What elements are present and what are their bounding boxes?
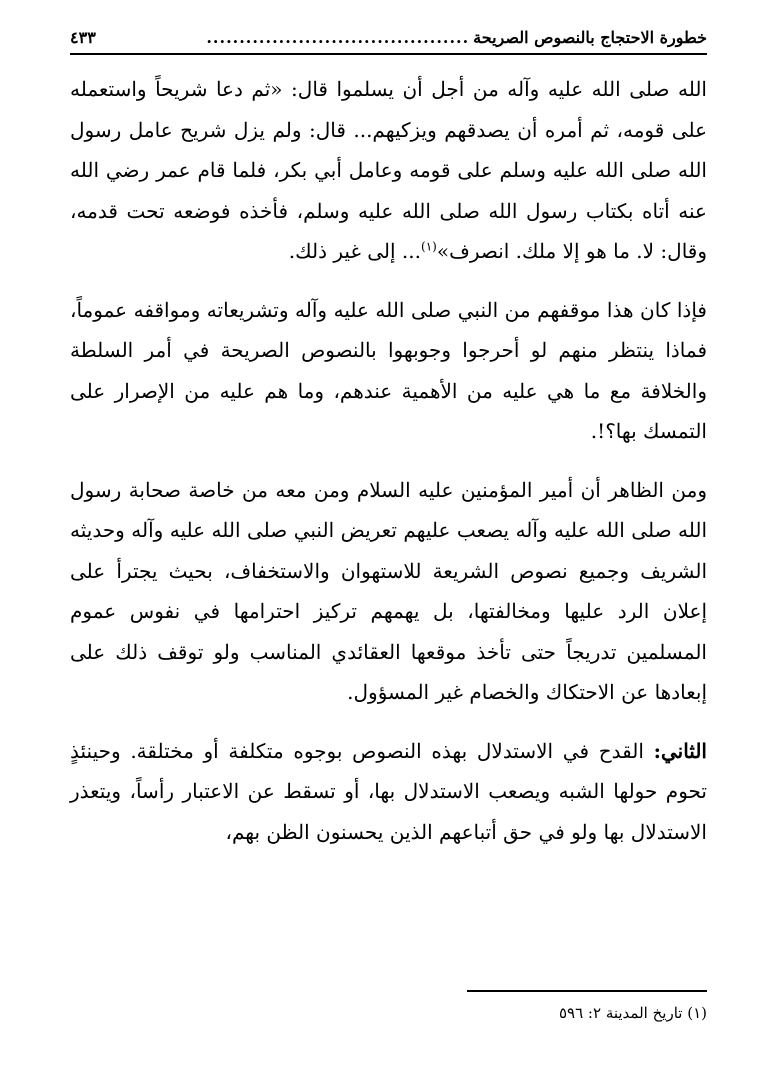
- footnote-divider: [467, 990, 707, 992]
- page-number: ٤٣٣: [70, 28, 96, 47]
- paragraph-4: الثاني: القدح في الاستدلال بهذه النصوص بوجوه متكلفة أو مختلقة. وحينئذٍ تحوم حولها الشبه ويصعب الاستدلال بها، أو تسقط عن الاعتبار رأساً، ويتعذر الاستدلال بها ولو في حق أتباعهم الذين يحسنون الظن بهم،: [70, 738, 707, 844]
- running-title: خطورة الاحتجاج بالنصوص الصريحة: [473, 28, 707, 47]
- paragraph-3: ومن الظاهر أن أمير المؤمنين عليه السلام ومن معه من خاصة صحابة رسول الله صلى الله عليه وآله يصعب عليهم تعريض النبي صلى الله عليه وآله وحديثه الشريف وجميع نصوص الشريعة للاستهوان والاستخفاف، بحيث يجترأ على إعلان الرد عليها ومخالفتها، بل يهمهم تركيز احترامها في نفوس عموم المسلمين تدريجاً حتى تأخذ موقعها العقائدي المناسب ولو توقف ذلك على إبعادها عن الاحتكاك والخصام غير المسؤول.: [70, 477, 707, 704]
- paragraph-2: فإذا كان هذا موقفهم من النبي صلى الله عليه وآله وتشريعاته ومواقفه عموماً، فماذا ينتظر منهم لو أحرجوا وجوبهوا بالنصوص الصريحة في أمر السلطة والخلافة مع ما هي عليه من الأهمية عندهم، وما هم عليه من الإصرار على التمسك بها؟!.: [70, 297, 707, 443]
- leader-dots: ........................................: [206, 28, 470, 47]
- body-text: [70, 69, 707, 852]
- paragraph-1: الله صلى الله عليه وآله من أجل أن يسلموا قال: «ثم دعا شريحاً واستعمله على قومه، ثم أمره أن يصدقهم ويزكيهم... قال: ولم يزل شريح عامل رسول الله صلى الله عليه وسلم على قومه وعامل أبي بكر، فلما قام عمر رضي الله عنه أتاه بكتاب رسول الله صلى الله عليه وسلم، فأخذه فوضعه تحت قدمه، وقال: لا. ما هو إلا ملك. انصرف»$^{(١)}$... إلى غير ذلك.: [70, 77, 707, 263]
- footnote-ref: (١): [421, 239, 437, 254]
- footnote: (١) تاريخ المدينة ٢: ٥٩٦: [558, 1004, 707, 1022]
- document-page: [70, 28, 707, 1022]
- section-lead: الثاني:: [653, 738, 707, 763]
- running-header: [70, 28, 707, 55]
